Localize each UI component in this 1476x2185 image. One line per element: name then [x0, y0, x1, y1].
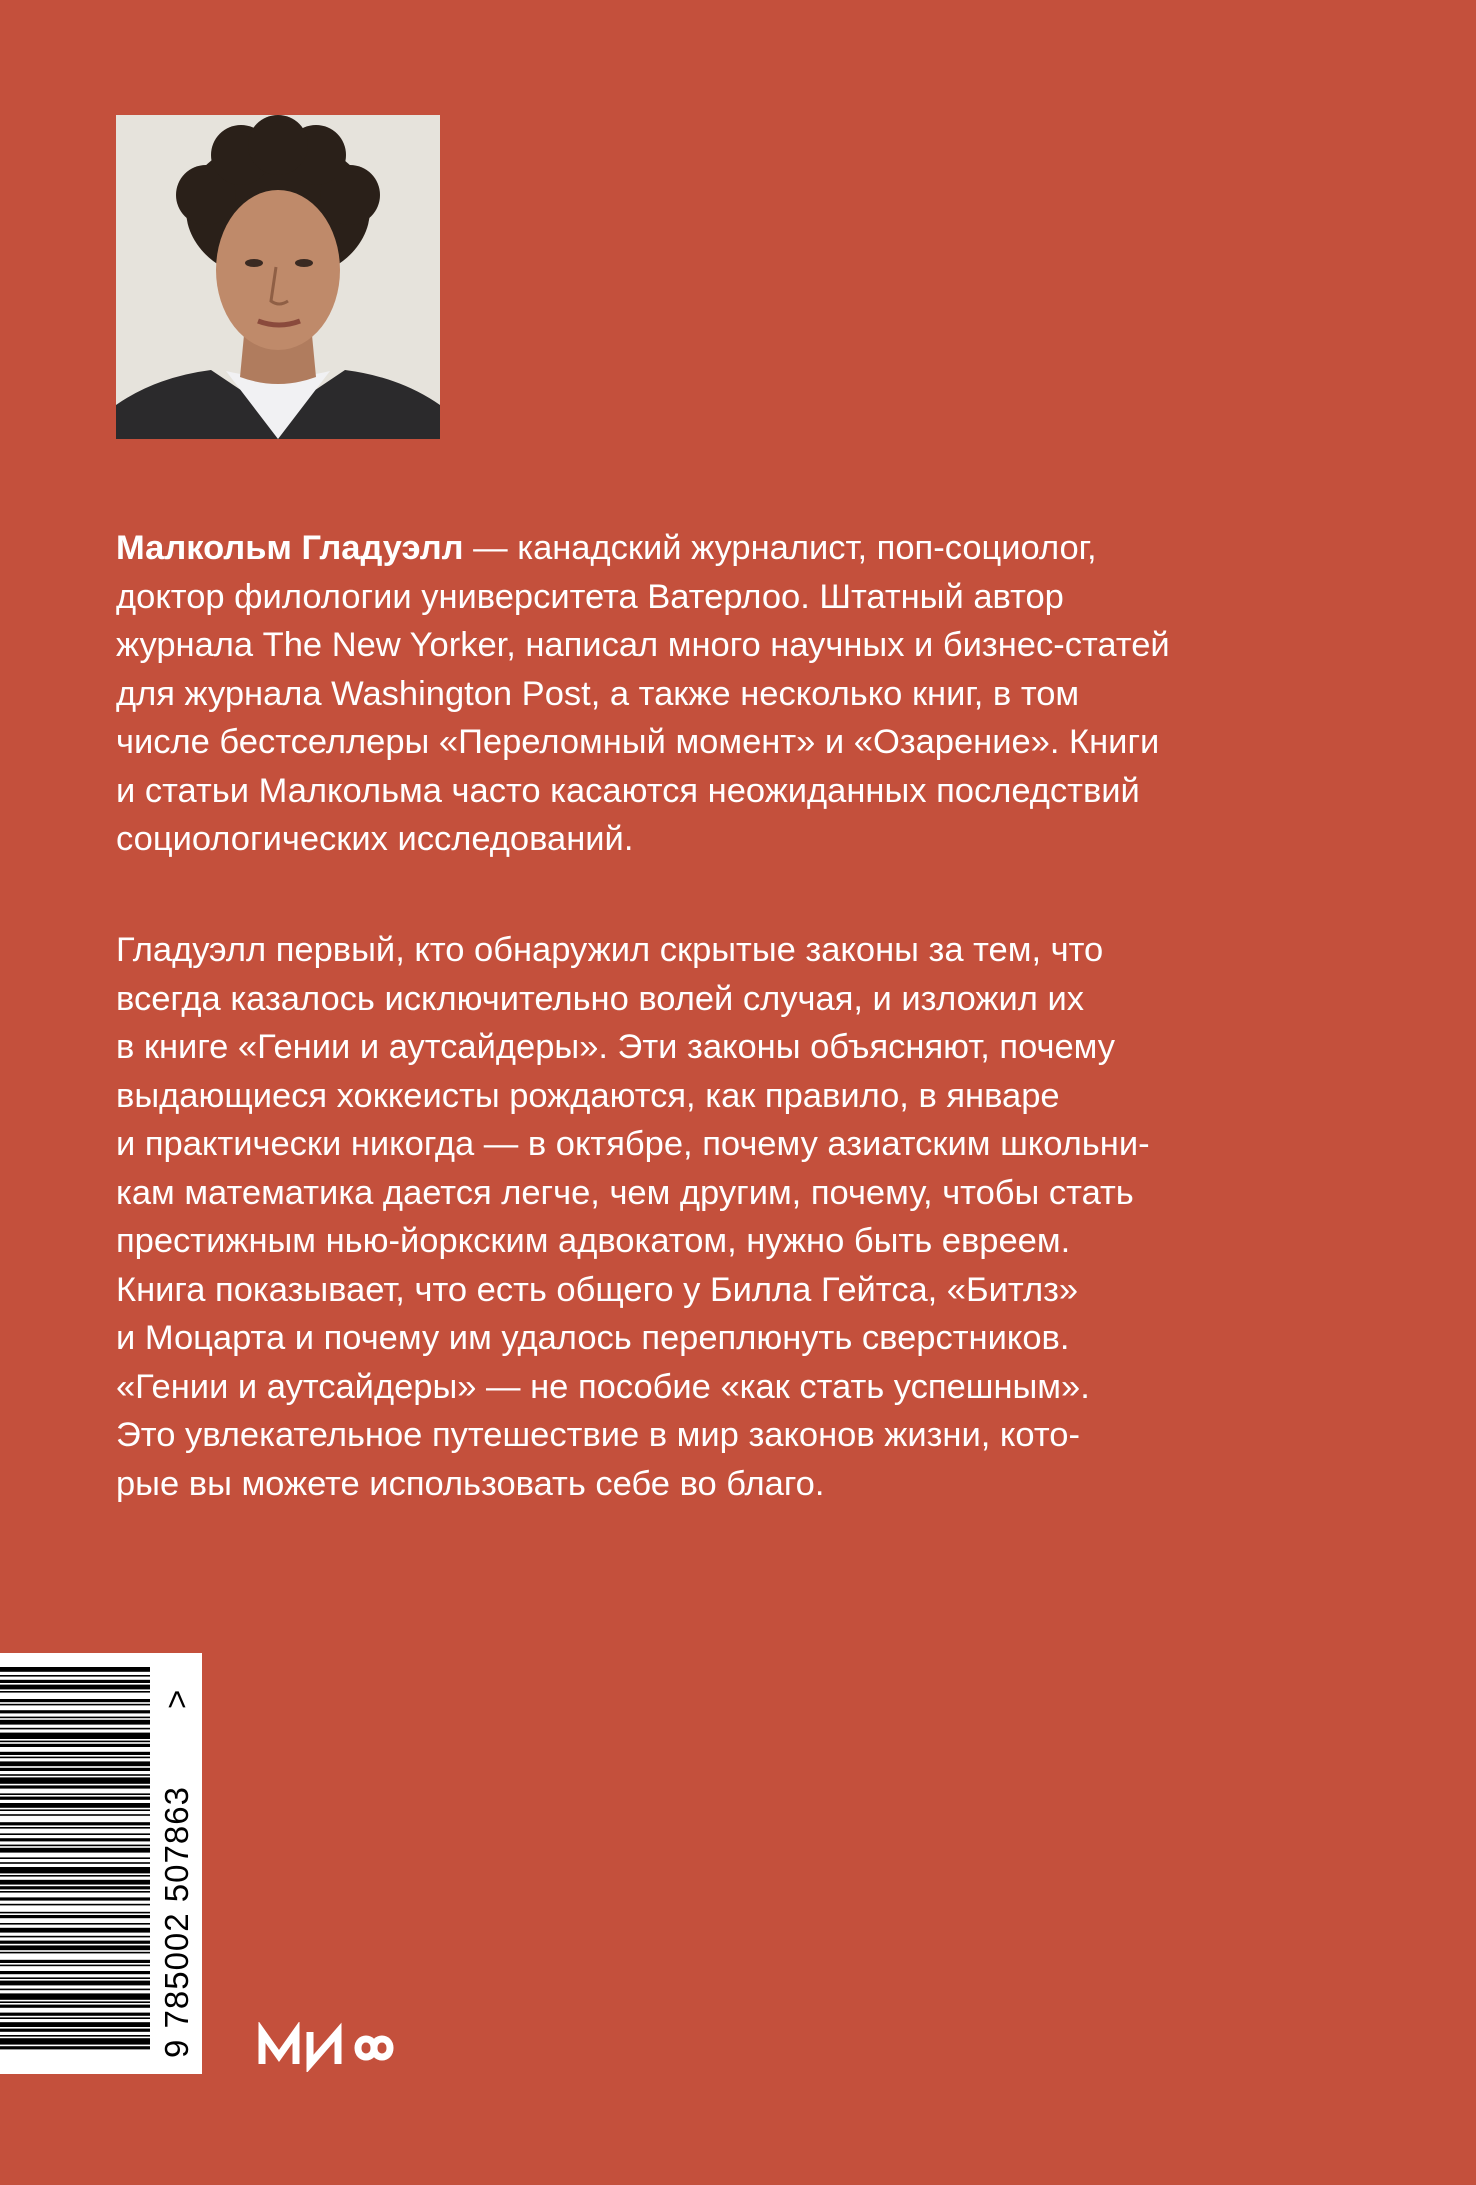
barcode-bar: [0, 2038, 150, 2044]
barcode-bar: [0, 2022, 150, 2027]
bio-line-6: и статьи Малкольма часто касаются неожиданных последствий: [116, 771, 1140, 810]
barcode-bar: [0, 1971, 150, 1974]
barcode-bar: [0, 1977, 150, 1979]
barcode-bar: [0, 1857, 150, 1859]
barcode-bar: [0, 1915, 150, 1918]
barcode-bar: [0, 1862, 150, 1864]
barcode-bar: [0, 1667, 150, 1672]
barcode-digits: 9 785002 507863: [158, 1786, 195, 2058]
bio-line-1: [116, 524, 1376, 573]
barcode-bar: [0, 1880, 150, 1885]
barcode-bar: [0, 1685, 150, 1690]
barcode-bar: [0, 1838, 150, 1841]
desc-line-3: в книге «Гении и аутсайдеры». Эти законы объясняют, почему: [116, 1028, 1116, 1066]
barcode-bar: [0, 1833, 150, 1835]
barcode-bar: [0, 1897, 150, 1900]
barcode-bar: [0, 1923, 150, 1925]
desc-line-5: и практически никогда — в октябре, почему азиатским школьни-: [116, 1125, 1150, 1163]
barcode-bar: [0, 1744, 150, 1747]
barcode-bar: [0, 1981, 150, 1986]
barcode-bar: [0, 1699, 150, 1702]
barcode-bar: [0, 1941, 150, 1944]
barcode-bar: [0, 1803, 150, 1808]
desc-line-7: престижным нью-йоркским адвокатом, нужно быть евреем.: [116, 1222, 1071, 1260]
barcode-quiet-zone-mark: >: [158, 1689, 195, 1709]
barcode-bar: [0, 1704, 150, 1706]
barcode-bar: [0, 1809, 150, 1811]
barcode-bar: [0, 1989, 150, 1991]
barcode-bar: [0, 1741, 150, 1743]
barcode-bar: [0, 1680, 150, 1683]
isbn-barcode: [0, 1653, 202, 2074]
barcode-bar: [0, 1822, 150, 1825]
desc-line-6: кам математика дается легче, чем другим, почему, чтобы стать: [116, 1173, 1134, 1212]
bio-line-2: доктор филологии университета Ватерлоо. Штатный автор: [116, 577, 1064, 616]
bio-line-4: для журнала Washington Post, а также несколько книг, в том: [116, 674, 1080, 713]
barcode-bar: [0, 1904, 150, 1906]
desc-line-10: «Гении и аутсайдеры» — не пособие «как стать успешным».: [116, 1367, 1090, 1406]
barcode-bar: [0, 1814, 150, 1816]
barcode-bar: [0, 1757, 150, 1759]
barcode-bar: [0, 2017, 150, 2019]
barcode-bar: [0, 1827, 150, 1829]
barcode-bar: [0, 1691, 150, 1693]
barcode-bar: [0, 1720, 150, 1725]
bio-line-1-text: — канадский журналист, поп-социолог,: [463, 529, 1097, 567]
barcode-bar: [0, 1777, 150, 1783]
barcode-bar: [0, 1710, 150, 1713]
barcode-bar: [0, 1886, 150, 1889]
barcode-bar: [0, 1675, 150, 1677]
barcode-bar: [0, 1728, 150, 1730]
barcode-bar: [0, 2005, 150, 2008]
barcode-bars: [0, 1667, 150, 2049]
barcode-bar: [0, 1928, 150, 1933]
barcode-bar: [0, 1875, 150, 1877]
barcode-bar: [0, 1717, 150, 1719]
barcode-bar: [0, 1793, 150, 1795]
barcode-bar: [0, 2046, 150, 2049]
barcode-bar: [0, 1848, 150, 1853]
barcode-bar: [0, 1733, 150, 1739]
desc-line-11: Это увлекательное путешествие в мир законов жизни, кото-: [116, 1416, 1080, 1454]
barcode-bar: [0, 2013, 150, 2016]
desc-line-1: Гладуэлл первый, кто обнаружил скрытые законы за тем, что: [116, 931, 1104, 969]
author-photo: [116, 115, 440, 439]
bio-line-5: числе бестселлеры «Переломный момент» и «Озарение». Книги: [116, 723, 1160, 761]
barcode-bar: [0, 1952, 150, 1954]
desc-line-8: Книга показывает, что есть общего у Билла Гейтса, «Битлз»: [116, 1270, 1079, 1309]
barcode-bar: [0, 1945, 150, 1950]
barcode-bar: [0, 1867, 150, 1873]
barcode-bar: [0, 1960, 150, 1963]
barcode-bar: [0, 1774, 150, 1776]
publisher-logo: [258, 2022, 418, 2072]
barcode-bar: [0, 1845, 150, 1847]
barcode-bar: [0, 2035, 150, 2037]
barcode-bar: [0, 1965, 150, 1967]
bio-line-3: журнала The New Yorker, написал много научных и бизнес-статей: [116, 626, 1170, 664]
desc-line-9: и Моцарта и почему им удалось переплюнуть сверстников.: [116, 1319, 1070, 1357]
barcode-bar: [0, 1936, 150, 1938]
desc-line-2: всегда казалось исключительно волей случая, и изложил их: [116, 979, 1085, 1018]
barcode-bar: [0, 1912, 150, 1914]
barcode-bar: [0, 1768, 150, 1771]
desc-line-12: рые вы можете использовать себе во благо.: [116, 1464, 825, 1503]
barcode-bar: [0, 1993, 150, 1999]
barcode-bar: [0, 2029, 150, 2032]
barcode-bar: [0, 1797, 150, 1800]
author-bio: [116, 524, 1376, 864]
barcode-bar: [0, 1761, 150, 1766]
barcode-bar: [0, 1752, 150, 1755]
barcode-bar: [0, 1891, 150, 1893]
author-name: Малкольм Гладуэлл: [116, 529, 464, 567]
bio-line-7: социологических исследований.: [116, 820, 634, 858]
barcode-bar: [0, 1785, 150, 1788]
desc-line-4: выдающиеся хоккеисты рождаются, как правило, в январе: [116, 1076, 1060, 1115]
barcode-bar: [0, 2001, 150, 2003]
book-description: [116, 926, 1376, 1508]
